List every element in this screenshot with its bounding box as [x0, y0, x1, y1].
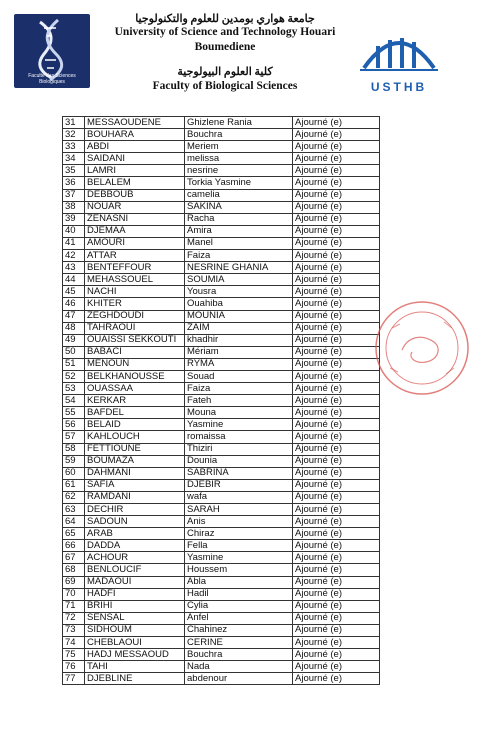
row-first-name: Manel: [185, 237, 293, 249]
row-decision: Ajourné (e): [293, 358, 380, 370]
row-number: 31: [63, 117, 85, 129]
row-first-name: Houssem: [185, 564, 293, 576]
row-first-name: nesrine: [185, 165, 293, 177]
row-number: 61: [63, 479, 85, 491]
table-row: [63, 673, 380, 685]
faculty-logo: [14, 14, 90, 88]
row-decision: Ajourné (e): [293, 516, 380, 528]
row-first-name: Fateh: [185, 395, 293, 407]
row-last-name: HADJ MESSAOUD: [85, 649, 185, 661]
row-decision: Ajourné (e): [293, 177, 380, 189]
usthb-logo-name: USTHB: [370, 80, 428, 94]
row-first-name: SARAH: [185, 504, 293, 516]
row-number: 58: [63, 443, 85, 455]
table-row: [63, 540, 380, 552]
row-last-name: DJEMAA: [85, 225, 185, 237]
table-row: [63, 467, 380, 479]
row-number: 37: [63, 189, 85, 201]
table-row: [63, 443, 380, 455]
table-row: [63, 564, 380, 576]
row-number: 46: [63, 298, 85, 310]
row-decision: Ajourné (e): [293, 286, 380, 298]
row-last-name: LAMRI: [85, 165, 185, 177]
table-row: [63, 298, 380, 310]
row-decision: Ajourné (e): [293, 237, 380, 249]
row-last-name: ACHOUR: [85, 552, 185, 564]
row-last-name: DAHMANI: [85, 467, 185, 479]
table-row: [63, 504, 380, 516]
row-number: 43: [63, 262, 85, 274]
row-last-name: ZENASNI: [85, 213, 185, 225]
row-first-name: ZAIM: [185, 322, 293, 334]
row-first-name: CERINE: [185, 637, 293, 649]
table-row: [63, 383, 380, 395]
row-decision: Ajourné (e): [293, 201, 380, 213]
row-number: 40: [63, 225, 85, 237]
row-last-name: BENLOUCIF: [85, 564, 185, 576]
row-number: 35: [63, 165, 85, 177]
row-last-name: SENSAL: [85, 612, 185, 624]
row-number: 76: [63, 661, 85, 673]
row-decision: Ajourné (e): [293, 262, 380, 274]
row-last-name: BOUMAZA: [85, 455, 185, 467]
row-decision: Ajourné (e): [293, 117, 380, 129]
row-number: 33: [63, 141, 85, 153]
faculty-name-arabic: كلية العلوم البيولوجية: [177, 66, 273, 78]
row-number: 44: [63, 274, 85, 286]
row-number: 73: [63, 624, 85, 636]
row-number: 42: [63, 250, 85, 262]
row-last-name: BAFDEL: [85, 407, 185, 419]
row-last-name: DADDA: [85, 540, 185, 552]
row-number: 32: [63, 129, 85, 141]
table-row: [63, 237, 380, 249]
row-last-name: DJEBLINE: [85, 673, 185, 685]
row-number: 77: [63, 673, 85, 685]
row-first-name: Bouchra: [185, 129, 293, 141]
row-decision: Ajourné (e): [293, 213, 380, 225]
row-last-name: RAMDANI: [85, 491, 185, 503]
row-decision: Ajourné (e): [293, 310, 380, 322]
table-row: [63, 225, 380, 237]
row-decision: Ajourné (e): [293, 564, 380, 576]
row-first-name: Ghizlene Rania: [185, 117, 293, 129]
table-row: [63, 201, 380, 213]
row-decision: Ajourné (e): [293, 419, 380, 431]
row-decision: Ajourné (e): [293, 624, 380, 636]
table-row: [63, 516, 380, 528]
row-last-name: KERKAR: [85, 395, 185, 407]
row-decision: Ajourné (e): [293, 153, 380, 165]
row-first-name: romaissa: [185, 431, 293, 443]
row-number: 48: [63, 322, 85, 334]
row-number: 55: [63, 407, 85, 419]
table-row: [63, 455, 380, 467]
row-number: 57: [63, 431, 85, 443]
row-decision: Ajourné (e): [293, 467, 380, 479]
row-last-name: KHITER: [85, 298, 185, 310]
table-row: [63, 117, 380, 129]
row-decision: Ajourné (e): [293, 334, 380, 346]
row-last-name: DEBBOUB: [85, 189, 185, 201]
faculty-name-english: Faculty of Biological Sciences: [152, 80, 298, 92]
row-last-name: SADOUN: [85, 516, 185, 528]
table-row: [63, 370, 380, 382]
row-last-name: OUASSAA: [85, 383, 185, 395]
row-number: 63: [63, 504, 85, 516]
row-first-name: Torkia Yasmine: [185, 177, 293, 189]
row-last-name: ABDI: [85, 141, 185, 153]
row-first-name: Ouahiba: [185, 298, 293, 310]
row-number: 66: [63, 540, 85, 552]
row-first-name: Cylia: [185, 600, 293, 612]
row-last-name: SAIDANI: [85, 153, 185, 165]
row-last-name: BELAID: [85, 419, 185, 431]
row-number: 53: [63, 383, 85, 395]
table-row: [63, 129, 380, 141]
table-row: [63, 141, 380, 153]
row-number: 36: [63, 177, 85, 189]
row-first-name: Yasmine: [185, 419, 293, 431]
row-first-name: SAKINA: [185, 201, 293, 213]
row-last-name: HADFI: [85, 588, 185, 600]
row-first-name: Chiraz: [185, 528, 293, 540]
table-row: [63, 322, 380, 334]
table-row: [63, 274, 380, 286]
row-last-name: KAHLOUCH: [85, 431, 185, 443]
row-decision: Ajourné (e): [293, 165, 380, 177]
row-decision: Ajourné (e): [293, 637, 380, 649]
row-number: 49: [63, 334, 85, 346]
row-number: 52: [63, 370, 85, 382]
table-row: [63, 637, 380, 649]
row-first-name: Anfel: [185, 612, 293, 624]
table-row: [63, 286, 380, 298]
table-row: [63, 491, 380, 503]
row-number: 67: [63, 552, 85, 564]
row-first-name: khadhir: [185, 334, 293, 346]
table-row: [63, 358, 380, 370]
table-row: [63, 528, 380, 540]
row-decision: Ajourné (e): [293, 225, 380, 237]
row-last-name: FETTIOUNE: [85, 443, 185, 455]
row-first-name: Anis: [185, 516, 293, 528]
row-last-name: TAHRAOUI: [85, 322, 185, 334]
table-row: [63, 552, 380, 564]
row-number: 72: [63, 612, 85, 624]
row-last-name: DECHIR: [85, 504, 185, 516]
row-number: 70: [63, 588, 85, 600]
row-first-name: Hadil: [185, 588, 293, 600]
row-decision: Ajourné (e): [293, 552, 380, 564]
row-number: 59: [63, 455, 85, 467]
row-decision: Ajourné (e): [293, 298, 380, 310]
row-first-name: MOUNIA: [185, 310, 293, 322]
table-row: [63, 612, 380, 624]
row-last-name: BENTEFFOUR: [85, 262, 185, 274]
row-decision: Ajourné (e): [293, 540, 380, 552]
table-row: [63, 165, 380, 177]
row-last-name: TAHI: [85, 661, 185, 673]
row-last-name: BOUHARA: [85, 129, 185, 141]
table-row: [63, 624, 380, 636]
row-number: 54: [63, 395, 85, 407]
row-decision: Ajourné (e): [293, 370, 380, 382]
row-last-name: SAFIA: [85, 479, 185, 491]
row-first-name: camelia: [185, 189, 293, 201]
row-number: 56: [63, 419, 85, 431]
row-decision: Ajourné (e): [293, 274, 380, 286]
row-decision: Ajourné (e): [293, 407, 380, 419]
row-first-name: Racha: [185, 213, 293, 225]
row-decision: Ajourné (e): [293, 673, 380, 685]
row-last-name: BELKHANOUSSE: [85, 370, 185, 382]
row-first-name: melissa: [185, 153, 293, 165]
row-decision: Ajourné (e): [293, 576, 380, 588]
row-first-name: SOUMIA: [185, 274, 293, 286]
row-decision: Ajourné (e): [293, 431, 380, 443]
row-number: 47: [63, 310, 85, 322]
row-last-name: MEHASSOUEL: [85, 274, 185, 286]
table-row: [63, 431, 380, 443]
row-first-name: Yasmine: [185, 552, 293, 564]
row-first-name: abdenour: [185, 673, 293, 685]
usthb-arches-icon: [354, 24, 444, 74]
table-row: [63, 334, 380, 346]
row-number: 68: [63, 564, 85, 576]
row-last-name: AMOURI: [85, 237, 185, 249]
row-first-name: RYMA: [185, 358, 293, 370]
row-decision: Ajourné (e): [293, 600, 380, 612]
results-table-body: [63, 117, 380, 685]
row-decision: Ajourné (e): [293, 250, 380, 262]
faculty-logo-caption: Faculté des Sciences Biologiques: [28, 73, 76, 85]
row-first-name: Souad: [185, 370, 293, 382]
row-number: 64: [63, 516, 85, 528]
row-decision: Ajourné (e): [293, 383, 380, 395]
row-first-name: wafa: [185, 491, 293, 503]
row-number: 65: [63, 528, 85, 540]
row-number: 38: [63, 201, 85, 213]
table-row: [63, 153, 380, 165]
row-first-name: Mouna: [185, 407, 293, 419]
row-last-name: CHEBLAOUI: [85, 637, 185, 649]
usthb-logo: [354, 24, 444, 94]
row-first-name: Bouchra: [185, 649, 293, 661]
row-number: 69: [63, 576, 85, 588]
row-first-name: Meriem: [185, 141, 293, 153]
row-last-name: BRIHI: [85, 600, 185, 612]
row-decision: Ajourné (e): [293, 322, 380, 334]
row-first-name: Dounia: [185, 455, 293, 467]
table-row: [63, 395, 380, 407]
row-last-name: NOUAR: [85, 201, 185, 213]
row-last-name: MADAOUI: [85, 576, 185, 588]
table-row: [63, 600, 380, 612]
row-last-name: ATTAR: [85, 250, 185, 262]
row-decision: Ajourné (e): [293, 141, 380, 153]
row-decision: Ajourné (e): [293, 395, 380, 407]
table-row: [63, 346, 380, 358]
results-table: [62, 116, 380, 685]
table-row: [63, 419, 380, 431]
official-stamp: [372, 298, 472, 398]
row-number: 75: [63, 649, 85, 661]
row-decision: Ajourné (e): [293, 346, 380, 358]
row-last-name: SIDHOUM: [85, 624, 185, 636]
row-decision: Ajourné (e): [293, 661, 380, 673]
table-row: [63, 213, 380, 225]
row-number: 39: [63, 213, 85, 225]
row-decision: Ajourné (e): [293, 491, 380, 503]
table-row: [63, 262, 380, 274]
row-number: 71: [63, 600, 85, 612]
row-first-name: Nada: [185, 661, 293, 673]
row-last-name: BABACI: [85, 346, 185, 358]
row-number: 51: [63, 358, 85, 370]
university-name-english: University of Science and Technology Houari: [114, 26, 336, 38]
university-city: Boumediene: [194, 41, 256, 53]
row-last-name: ARAB: [85, 528, 185, 540]
row-decision: Ajourné (e): [293, 443, 380, 455]
university-name-arabic: جامعة هواري بومدين للعلوم والتكنولوجيا: [135, 13, 315, 25]
row-first-name: NESRINE GHANIA: [185, 262, 293, 274]
row-first-name: Faiza: [185, 383, 293, 395]
row-first-name: Abla: [185, 576, 293, 588]
row-number: 34: [63, 153, 85, 165]
row-decision: Ajourné (e): [293, 504, 380, 516]
row-decision: Ajourné (e): [293, 189, 380, 201]
row-number: 50: [63, 346, 85, 358]
row-decision: Ajourné (e): [293, 455, 380, 467]
table-row: [63, 250, 380, 262]
table-row: [63, 177, 380, 189]
row-decision: Ajourné (e): [293, 612, 380, 624]
row-first-name: Faiza: [185, 250, 293, 262]
row-decision: Ajourné (e): [293, 528, 380, 540]
row-first-name: Thiziri: [185, 443, 293, 455]
row-number: 45: [63, 286, 85, 298]
row-last-name: MENOUN: [85, 358, 185, 370]
row-first-name: Amira: [185, 225, 293, 237]
row-decision: Ajourné (e): [293, 649, 380, 661]
row-last-name: NACHI: [85, 286, 185, 298]
row-first-name: Chahinez: [185, 624, 293, 636]
table-row: [63, 407, 380, 419]
row-first-name: Mériam: [185, 346, 293, 358]
table-row: [63, 588, 380, 600]
row-number: 62: [63, 491, 85, 503]
table-row: [63, 661, 380, 673]
row-first-name: Yousra: [185, 286, 293, 298]
row-first-name: SABRINA: [185, 467, 293, 479]
row-number: 74: [63, 637, 85, 649]
document-header: [0, 0, 484, 110]
row-last-name: MESSAOUDENE: [85, 117, 185, 129]
table-row: [63, 576, 380, 588]
table-row: [63, 189, 380, 201]
row-number: 41: [63, 237, 85, 249]
row-last-name: BELALEM: [85, 177, 185, 189]
row-last-name: OUAISSI SEKKOUTI: [85, 334, 185, 346]
row-number: 60: [63, 467, 85, 479]
row-first-name: Fella: [185, 540, 293, 552]
row-last-name: ZEGHDOUDI: [85, 310, 185, 322]
table-row: [63, 649, 380, 661]
table-row: [63, 479, 380, 491]
row-decision: Ajourné (e): [293, 479, 380, 491]
table-row: [63, 310, 380, 322]
row-decision: Ajourné (e): [293, 129, 380, 141]
row-first-name: DJEBIR: [185, 479, 293, 491]
row-decision: Ajourné (e): [293, 588, 380, 600]
